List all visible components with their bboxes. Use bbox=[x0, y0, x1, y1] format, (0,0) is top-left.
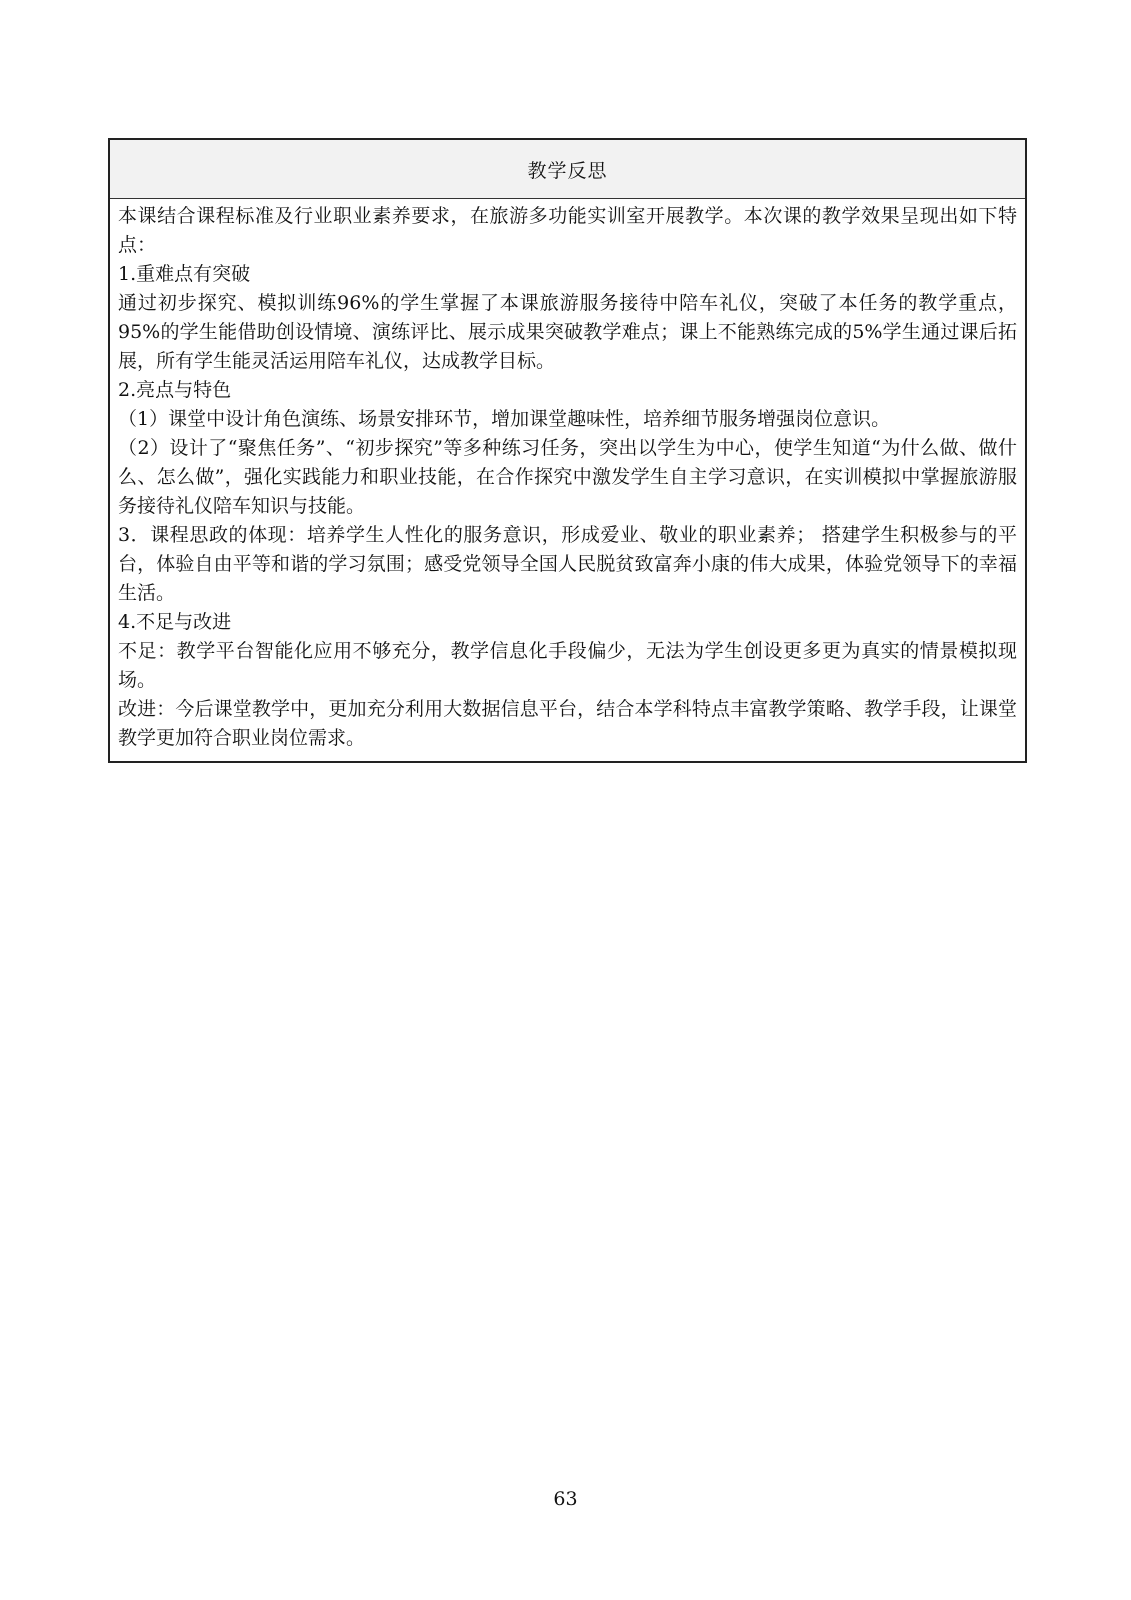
section-3-paragraph: 3．课程思政的体现：培养学生人性化的服务意识，形成爱业、敬业的职业素养； 搭建学生积极参与的平台，体验自由平等和谐的学习氛围；感受党领导全国人民脱贫致富奔小康的伟大成果，体验党领导下的幸福生活。 bbox=[118, 524, 1017, 604]
intro-paragraph: 本课结合课程标准及行业职业素养要求，在旅游多功能实训室开展教学。本次课的教学效果呈现出如下特点： bbox=[118, 205, 1017, 256]
reflection-table bbox=[108, 138, 1027, 763]
section-heading-4: 4.不足与改进 bbox=[118, 611, 232, 633]
shortcomings-paragraph: 不足：教学平台智能化应用不够充分，教学信息化手段偏少，无法为学生创设更多更为真实的情景模拟现场。 bbox=[118, 640, 1017, 691]
table-header: 教学反思 bbox=[110, 140, 1025, 199]
page-number: 63 bbox=[553, 1488, 578, 1510]
section-2-item-1: （1）课堂中设计角色演练、场景安排环节，增加课堂趣味性，培养细节服务增强岗位意识。 bbox=[118, 408, 891, 430]
section-2-item-2: （2）设计了“聚焦任务”、“初步探究”等多种练习任务，突出以学生为中心，使学生知道“为什么做、做什么、怎么做”，强化实践能力和职业技能，在合作探究中激发学生自主学习意识，在实训模拟中掌握旅游服务接待礼仪陪车知识与技能。 bbox=[118, 437, 1017, 517]
section-heading-2: 2.亮点与特色 bbox=[118, 379, 232, 401]
improvements-paragraph: 改进：今后课堂教学中，更加充分利用大数据信息平台，结合本学科特点丰富教学策略、教学手段，让课堂教学更加符合职业岗位需求。 bbox=[118, 698, 1017, 749]
section-1-paragraph: 通过初步探究、模拟训练96%的学生掌握了本课旅游服务接待中陪车礼仪，突破了本任务的教学重点，95%的学生能借助创设情境、演练评比、展示成果突破教学难点；课上不能熟练完成的5%学生通过课后拓展，所有学生能灵活运用陪车礼仪，达成教学目标。 bbox=[118, 292, 1017, 372]
section-heading-1: 1.重难点有突破 bbox=[118, 263, 251, 285]
table-body bbox=[110, 199, 1025, 761]
